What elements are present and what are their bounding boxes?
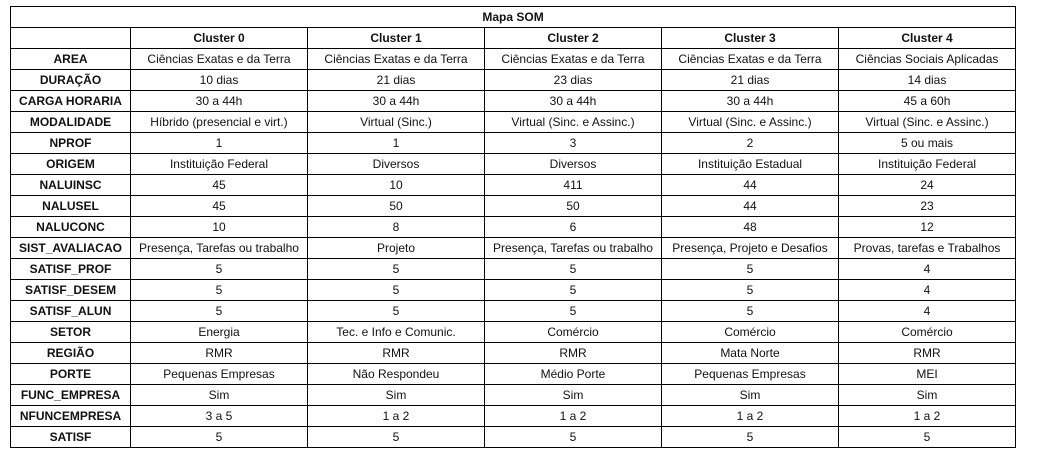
table-cell: Presença, Tarefas ou trabalho	[485, 238, 662, 259]
table-cell: 12	[839, 217, 1016, 238]
table-row	[11, 91, 1016, 112]
row-label: MODALIDADE	[11, 112, 131, 133]
row-label: SATISF_ALUN	[11, 301, 131, 322]
table-row	[11, 154, 1016, 175]
row-label: AREA	[11, 49, 131, 70]
table-cell: 30 a 44h	[662, 91, 839, 112]
table-cell: Não Respondeu	[308, 364, 485, 385]
table-cell: 5	[485, 280, 662, 301]
table-cell: Ciências Exatas e da Terra	[308, 49, 485, 70]
table-cell: 6	[485, 217, 662, 238]
table-cell: Energia	[131, 322, 308, 343]
table-cell: Híbrido (presencial e virt.)	[131, 112, 308, 133]
table-cell: RMR	[839, 343, 1016, 364]
table-cell: Diversos	[308, 154, 485, 175]
table-cell: Ciências Exatas e da Terra	[485, 49, 662, 70]
table-cell: Sim	[131, 385, 308, 406]
table-cell: 3 a 5	[131, 406, 308, 427]
table-cell: 45	[131, 175, 308, 196]
table-row	[11, 196, 1016, 217]
table-cell: 1	[308, 133, 485, 154]
table-cell: 14 dias	[839, 70, 1016, 91]
table-cell: 8	[308, 217, 485, 238]
table-cell: Instituição Federal	[131, 154, 308, 175]
table-cell: 1	[131, 133, 308, 154]
table-cell: 50	[485, 196, 662, 217]
table-row	[11, 238, 1016, 259]
row-label: NPROF	[11, 133, 131, 154]
table-row	[11, 343, 1016, 364]
table-cell: Ciências Exatas e da Terra	[131, 49, 308, 70]
table-cell: Sim	[662, 385, 839, 406]
table-cell: Pequenas Empresas	[131, 364, 308, 385]
table-cell: 2	[662, 133, 839, 154]
row-label: SATISF_DESEM	[11, 280, 131, 301]
table-cell: 44	[662, 196, 839, 217]
table-cell: MEI	[839, 364, 1016, 385]
row-label: CARGA HORARIA	[11, 91, 131, 112]
table-cell: Virtual (Sinc. e Assinc.)	[839, 112, 1016, 133]
table-cell: 5	[662, 301, 839, 322]
table-cell: 5	[131, 301, 308, 322]
table-cell: 5 ou mais	[839, 133, 1016, 154]
row-label: REGIÃO	[11, 343, 131, 364]
table-cell: 411	[485, 175, 662, 196]
table-cell: 1 a 2	[839, 406, 1016, 427]
table-row	[11, 217, 1016, 238]
header-row	[11, 28, 1016, 49]
table-row	[11, 385, 1016, 406]
table-cell: 5	[839, 427, 1016, 448]
table-cell: 5	[308, 280, 485, 301]
table-body	[11, 49, 1016, 448]
column-header: Cluster 2	[485, 28, 662, 49]
header-corner	[11, 28, 131, 49]
table-cell: 5	[131, 280, 308, 301]
row-label: FUNC_EMPRESA	[11, 385, 131, 406]
table-cell: 4	[839, 301, 1016, 322]
table-cell: RMR	[485, 343, 662, 364]
table-title: Mapa SOM	[11, 7, 1016, 28]
table-cell: 5	[662, 259, 839, 280]
table-cell: 10	[308, 175, 485, 196]
table-cell: 5	[662, 427, 839, 448]
row-label: PORTE	[11, 364, 131, 385]
table-cell: 4	[839, 259, 1016, 280]
row-label: DURAÇÃO	[11, 70, 131, 91]
table-cell: Pequenas Empresas	[662, 364, 839, 385]
table-cell: 48	[662, 217, 839, 238]
table-cell: 44	[662, 175, 839, 196]
table-cell: 5	[662, 280, 839, 301]
table-cell: 5	[131, 259, 308, 280]
table-cell: Instituição Federal	[839, 154, 1016, 175]
table-cell: RMR	[131, 343, 308, 364]
table-cell: 5	[485, 259, 662, 280]
table-cell: 10	[131, 217, 308, 238]
table-row	[11, 364, 1016, 385]
table-cell: 45	[131, 196, 308, 217]
table-cell: Mata Norte	[662, 343, 839, 364]
table-cell: 30 a 44h	[308, 91, 485, 112]
table-row	[11, 280, 1016, 301]
table-cell: 3	[485, 133, 662, 154]
table-cell: Virtual (Sinc. e Assinc.)	[662, 112, 839, 133]
row-label: NALUCONC	[11, 217, 131, 238]
table-cell: 21 dias	[308, 70, 485, 91]
som-table-container	[10, 6, 1016, 448]
table-cell: Virtual (Sinc. e Assinc.)	[485, 112, 662, 133]
table-row	[11, 427, 1016, 448]
table-row	[11, 175, 1016, 196]
column-header: Cluster 3	[662, 28, 839, 49]
title-row	[11, 7, 1016, 28]
table-cell: 5	[308, 259, 485, 280]
table-row	[11, 406, 1016, 427]
table-cell: 45 a 60h	[839, 91, 1016, 112]
table-cell: 24	[839, 175, 1016, 196]
row-label: NFUNCEMPRESA	[11, 406, 131, 427]
table-cell: 50	[308, 196, 485, 217]
row-label: NALUINSC	[11, 175, 131, 196]
table-cell: 5	[308, 301, 485, 322]
table-cell: 10 dias	[131, 70, 308, 91]
table-cell: 23	[839, 196, 1016, 217]
row-label: NALUSEL	[11, 196, 131, 217]
table-cell: 30 a 44h	[131, 91, 308, 112]
table-row	[11, 70, 1016, 91]
table-cell: 5	[308, 427, 485, 448]
table-row	[11, 322, 1016, 343]
table-cell: Instituição Estadual	[662, 154, 839, 175]
table-cell: Diversos	[485, 154, 662, 175]
table-row	[11, 112, 1016, 133]
table-cell: Tec. e Info e Comunic.	[308, 322, 485, 343]
table-cell: 4	[839, 280, 1016, 301]
table-cell: 5	[485, 427, 662, 448]
table-cell: Virtual (Sinc.)	[308, 112, 485, 133]
table-cell: 23 dias	[485, 70, 662, 91]
row-label: SIST_AVALIACAO	[11, 238, 131, 259]
column-header: Cluster 4	[839, 28, 1016, 49]
table-cell: 21 dias	[662, 70, 839, 91]
table-cell: 1 a 2	[662, 406, 839, 427]
table-cell: Presença, Projeto e Desafios	[662, 238, 839, 259]
table-cell: Comércio	[839, 322, 1016, 343]
table-cell: Presença, Tarefas ou trabalho	[131, 238, 308, 259]
table-cell: Sim	[839, 385, 1016, 406]
table-cell: 5	[485, 301, 662, 322]
table-cell: Sim	[308, 385, 485, 406]
row-label: SATISF	[11, 427, 131, 448]
table-cell: Comércio	[662, 322, 839, 343]
row-label: SATISF_PROF	[11, 259, 131, 280]
table-cell: RMR	[308, 343, 485, 364]
table-cell: Ciências Exatas e da Terra	[662, 49, 839, 70]
table-cell: Comércio	[485, 322, 662, 343]
table-row	[11, 301, 1016, 322]
table-cell: 30 a 44h	[485, 91, 662, 112]
table-row	[11, 49, 1016, 70]
table-row	[11, 133, 1016, 154]
column-header: Cluster 0	[131, 28, 308, 49]
table-cell: Provas, tarefas e Trabalhos	[839, 238, 1016, 259]
table-cell: Ciências Sociais Aplicadas	[839, 49, 1016, 70]
column-header: Cluster 1	[308, 28, 485, 49]
table-cell: Sim	[485, 385, 662, 406]
table-cell: 1 a 2	[308, 406, 485, 427]
table-cell: Médio Porte	[485, 364, 662, 385]
row-label: ORIGEM	[11, 154, 131, 175]
row-label: SETOR	[11, 322, 131, 343]
table-row	[11, 259, 1016, 280]
som-table	[10, 6, 1016, 448]
table-cell: 5	[131, 427, 308, 448]
table-cell: 1 a 2	[485, 406, 662, 427]
table-cell: Projeto	[308, 238, 485, 259]
